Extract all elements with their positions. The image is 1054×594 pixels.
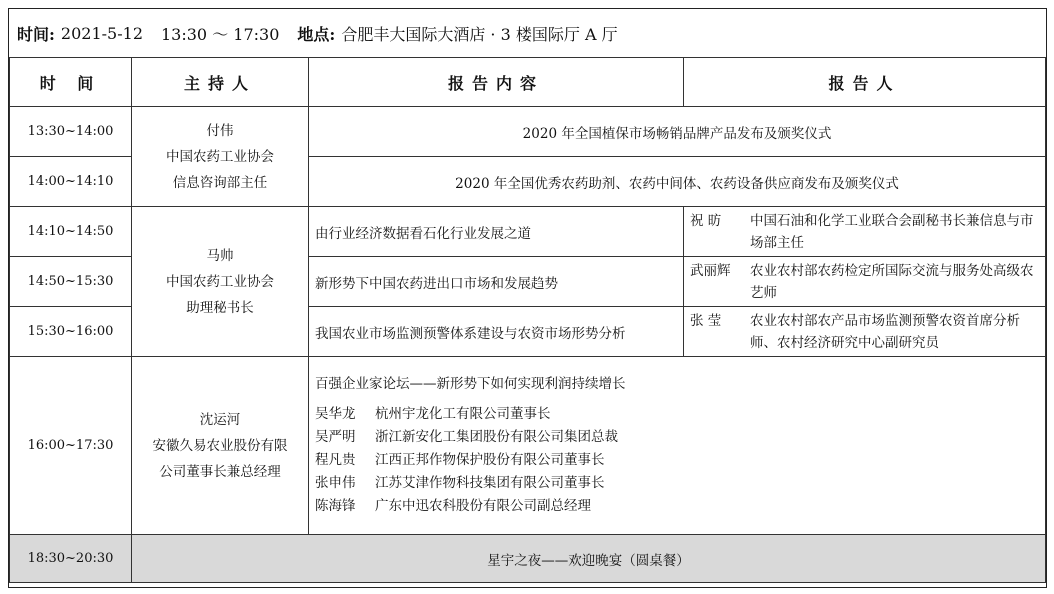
event-date: 2021-5-12 xyxy=(60,23,143,43)
speaker-name: 武丽辉 xyxy=(690,262,731,279)
column-header-time: 时 间 xyxy=(10,58,132,107)
time-label: 时间: xyxy=(17,24,55,44)
table-row xyxy=(10,207,1046,257)
host-title: 信息咨询部主任 xyxy=(172,174,268,191)
list-item xyxy=(315,472,1039,495)
session-host xyxy=(132,207,309,357)
place-label: 地点: xyxy=(297,24,336,44)
event-time-range: 13:30 ～ 17:30 xyxy=(161,24,280,44)
panelist-role: 江苏艾津作物科技集团有限公司董事长 xyxy=(375,475,605,491)
session-speaker xyxy=(684,207,1046,257)
column-header-content: 报告内容 xyxy=(309,58,684,106)
session-time: 14:10~14:50 xyxy=(10,207,132,257)
session-content: 由行业经济数据看石化行业发展之道 xyxy=(309,207,684,257)
host-name: 马帅 xyxy=(206,247,234,264)
session-time: 14:50~15:30 xyxy=(10,257,132,307)
panelist-name: 程凡贵 xyxy=(315,452,356,468)
panelist-role: 杭州宇龙化工有限公司董事长 xyxy=(375,406,551,422)
table-row xyxy=(10,107,1046,157)
host-title: 公司董事长兼总经理 xyxy=(159,463,281,480)
column-header-speaker: 报告人 xyxy=(828,73,901,93)
speaker-role: 中国石油和化学工业联合会副秘书长兼信息与市场部主任 xyxy=(750,212,1034,251)
session-time: 15:30~16:00 xyxy=(10,307,132,357)
host-name: 付伟 xyxy=(206,122,234,139)
host-title: 助理秘书长 xyxy=(186,299,254,316)
session-host xyxy=(132,357,309,535)
session-time: 16:00~17:30 xyxy=(10,357,132,535)
session-content: 2020 年全国植保市场畅销品牌产品发布及颁奖仪式 xyxy=(309,107,1046,157)
speaker-name: 祝 昉 xyxy=(690,212,722,229)
panelist-name: 吴华龙 xyxy=(315,406,356,422)
forum-cell xyxy=(309,357,1046,535)
host-name: 沈运河 xyxy=(199,411,241,428)
session-time: 14:00~14:10 xyxy=(10,157,132,207)
session-content: 我国农业市场监测预警体系建设与农资市场形势分析 xyxy=(309,307,684,357)
speaker-role: 农业农村部农产品市场监测预警农资首席分析师、农村经济研究中心副研究员 xyxy=(750,312,1020,351)
agenda-header xyxy=(9,9,1046,58)
session-content: 2020 年全国优秀农药助剂、农药中间体、农药设备供应商发布及颁奖仪式 xyxy=(309,157,1046,207)
table-row xyxy=(10,535,1046,583)
list-item xyxy=(315,449,1039,472)
forum-title: 百强企业家论坛——新形势下如何实现利润持续增长 xyxy=(315,376,626,392)
session-host xyxy=(132,107,309,207)
table-header-row xyxy=(10,58,1046,107)
session-time: 13:30~14:00 xyxy=(10,107,132,157)
dinner-time: 18:30~20:30 xyxy=(10,535,132,583)
list-item xyxy=(315,403,1039,426)
session-content: 新形势下中国农药进出口市场和发展趋势 xyxy=(309,257,684,307)
agenda-table xyxy=(9,57,1046,583)
table-row xyxy=(10,357,1046,535)
list-item xyxy=(315,495,1039,518)
session-speaker xyxy=(684,257,1046,307)
speaker-role: 农业农村部农药检定所国际交流与服务处高级农艺师 xyxy=(750,262,1034,301)
panelist-role: 江西正邦作物保护股份有限公司董事长 xyxy=(375,452,605,468)
agenda-sheet xyxy=(8,8,1047,588)
column-header-host: 主持人 xyxy=(132,58,309,107)
panelist-name: 张申伟 xyxy=(315,475,356,491)
list-item xyxy=(315,426,1039,449)
speaker-name: 张 莹 xyxy=(690,312,722,329)
host-org: 中国农药工业协会 xyxy=(166,148,274,165)
panelist-role: 浙江新安化工集团股份有限公司集团总裁 xyxy=(375,429,618,445)
host-org: 中国农药工业协会 xyxy=(166,273,274,290)
panelist-name: 吴严明 xyxy=(315,429,356,445)
panelist-role: 广东中迅农科股份有限公司副总经理 xyxy=(375,498,591,514)
event-place: 合肥丰大国际大酒店 · 3 楼国际厅 A 厅 xyxy=(341,24,618,44)
host-org: 安徽久易农业股份有限 xyxy=(152,437,288,454)
dinner-content: 星宇之夜——欢迎晚宴（圆桌餐） xyxy=(132,535,1046,583)
panelist-name: 陈海锋 xyxy=(315,498,356,514)
session-speaker xyxy=(684,307,1046,357)
